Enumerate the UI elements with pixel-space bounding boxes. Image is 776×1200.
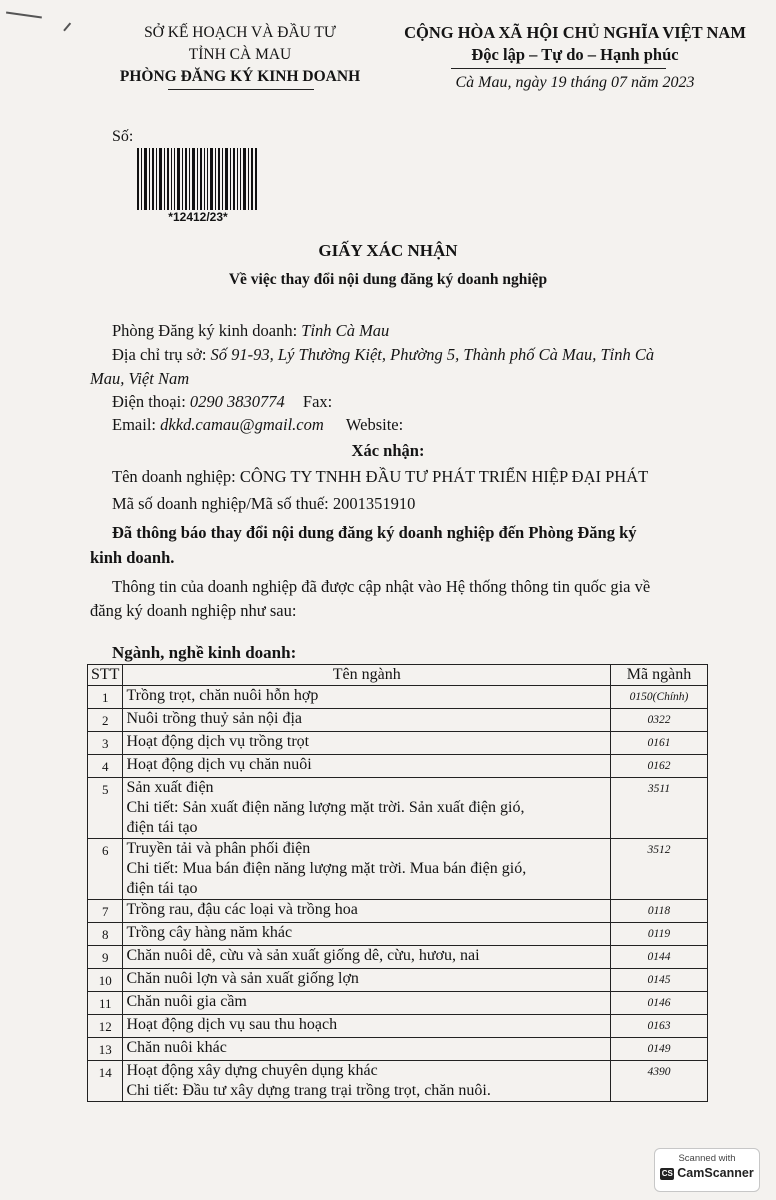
row-industry-code: 0150(Chính) — [611, 686, 708, 709]
row-industry-name-cell — [123, 946, 611, 969]
barcode-number: *12412/23* — [168, 210, 228, 224]
row-industry-name: Chăn nuôi khác — [126, 1039, 227, 1056]
row-industry-name: Sản xuất điện — [126, 779, 214, 796]
row-industry-name: Truyền tải và phân phối điện — [126, 840, 311, 857]
watermark-brand-name: CamScanner — [677, 1166, 754, 1180]
row-industry-name: Trồng rau, đậu các loại và trồng hoa — [126, 901, 358, 918]
table-row — [88, 732, 708, 755]
watermark-brand — [655, 1166, 759, 1180]
confirm-heading: Xác nhận: — [351, 441, 425, 460]
table-row — [88, 969, 708, 992]
office-name-value: Tỉnh Cà Mau — [301, 321, 390, 340]
table-row — [88, 839, 708, 900]
row-industry-code: 0119 — [611, 923, 708, 946]
row-stt: 5 — [88, 778, 123, 839]
notice-line-2: kinh doanh. — [90, 548, 175, 567]
row-industry-code: 3511 — [611, 778, 708, 839]
row-industry-detail-continued: điện tái tạo — [126, 880, 198, 897]
row-stt: 3 — [88, 732, 123, 755]
row-industry-code: 0162 — [611, 755, 708, 778]
row-industry-code: 0163 — [611, 1015, 708, 1038]
row-industry-detail: Chi tiết: Đầu tư xây dựng trang trại trồng trọt, chăn nuôi. — [126, 1082, 491, 1099]
phone-label: Điện thoại: — [112, 392, 186, 411]
row-industry-detail-continued: điện tái tạo — [126, 819, 198, 836]
office-address-label: Địa chỉ trụ sở: — [112, 345, 207, 364]
business-lines-heading: Ngành, nghề kinh doanh: — [112, 643, 297, 662]
row-stt: 14 — [88, 1061, 123, 1102]
scan-mark — [6, 12, 42, 18]
table-row — [88, 1015, 708, 1038]
office-phone-line — [112, 391, 762, 413]
col-header-code: Mã ngành — [611, 665, 708, 686]
row-stt: 11 — [88, 992, 123, 1015]
row-industry-detail: Chi tiết: Sản xuất điện năng lượng mặt trời. Sản xuất điện gió, — [126, 799, 525, 816]
row-industry-name: Hoạt động dịch vụ trồng trọt — [126, 733, 310, 750]
table-row — [88, 709, 708, 732]
camscanner-watermark — [654, 1148, 760, 1192]
agency-line-1: SỞ KẾ HOẠCH VÀ ĐẦU TƯ — [144, 24, 336, 41]
notice-line-1: Đã thông báo thay đổi nội dung đăng ký doanh nghiệp đến Phòng Đăng ký — [112, 523, 637, 542]
info-line-1: Thông tin của doanh nghiệp đã được cập nhật vào Hệ thống thông tin quốc gia về — [112, 577, 651, 596]
camscanner-logo-icon: CS — [661, 1168, 673, 1178]
row-industry-name-cell — [123, 755, 611, 778]
info-line-2: đăng ký doanh nghiệp như sau: — [90, 601, 297, 620]
agency-line-2: TỈNH CÀ MAU — [188, 46, 292, 63]
barcode — [137, 148, 257, 210]
agency-line-3: PHÒNG ĐĂNG KÝ KINH DOANH — [119, 68, 361, 85]
row-industry-name-cell — [123, 778, 611, 839]
table-row — [88, 1061, 708, 1102]
row-stt: 7 — [88, 900, 123, 923]
row-stt: 13 — [88, 1038, 123, 1061]
watermark-caption: Scanned with — [678, 1153, 736, 1164]
office-address-line — [112, 344, 742, 366]
office-name-label: Phòng Đăng ký kinh doanh: — [112, 321, 298, 340]
row-industry-code: 0146 — [611, 992, 708, 1015]
row-stt: 9 — [88, 946, 123, 969]
row-industry-code: 0144 — [611, 946, 708, 969]
row-industry-name-cell — [123, 969, 611, 992]
phone-value: 0290 3830774 — [189, 392, 285, 411]
row-industry-name: Chăn nuôi dê, cừu và sản xuất giống dê, cừu, hươu, nai — [126, 947, 480, 964]
company-name-line: Tên doanh nghiệp: CÔNG TY TNHH ĐẦU TƯ PHÁT TRIỂN HIỆP ĐẠI PHÁT — [112, 467, 649, 486]
row-industry-name: Trồng cây hàng năm khác — [126, 924, 293, 941]
row-industry-code: 0149 — [611, 1038, 708, 1061]
document-number-label: Số: — [112, 128, 134, 145]
row-industry-name-cell — [123, 839, 611, 900]
row-industry-name: Trồng trọt, chăn nuôi hỗn hợp — [126, 687, 319, 704]
table-row — [88, 755, 708, 778]
row-industry-code: 0118 — [611, 900, 708, 923]
document-subtitle: Về việc thay đổi nội dung đăng ký doanh nghiệp — [228, 271, 548, 288]
office-address-continued: Mau, Việt Nam — [90, 369, 190, 388]
row-stt: 10 — [88, 969, 123, 992]
nation-name: CỘNG HÒA XÃ HỘI CHỦ NGHĨA VIỆT NAM — [404, 23, 746, 42]
table-row — [88, 778, 708, 839]
row-stt: 8 — [88, 923, 123, 946]
row-stt: 6 — [88, 839, 123, 900]
scan-mark — [63, 22, 71, 31]
office-address-value: Số 91-93, Lý Thường Kiệt, Phường 5, Thành phố Cà Mau, Tỉnh Cà — [210, 345, 655, 364]
row-industry-code: 0161 — [611, 732, 708, 755]
row-industry-code: 0145 — [611, 969, 708, 992]
fax-label: Fax: — [302, 392, 333, 411]
office-email-line — [112, 414, 762, 436]
row-industry-name-cell — [123, 709, 611, 732]
email-value: dkkd.camau@gmail.com — [160, 415, 324, 434]
company-tax-line: Mã số doanh nghiệp/Mã số thuế: 2001351910 — [112, 494, 416, 513]
row-industry-name-cell — [123, 900, 611, 923]
table-row — [88, 923, 708, 946]
row-industry-name: Chăn nuôi gia cầm — [126, 993, 247, 1010]
row-stt: 1 — [88, 686, 123, 709]
motto-underline — [451, 68, 666, 69]
row-stt: 4 — [88, 755, 123, 778]
row-industry-name: Nuôi trồng thuỷ sản nội địa — [126, 710, 302, 727]
row-industry-detail: Chi tiết: Mua bán điện năng lượng mặt trời. Mua bán điện gió, — [126, 860, 527, 877]
row-industry-name-cell — [123, 1038, 611, 1061]
national-motto: Độc lập – Tự do – Hạnh phúc — [471, 45, 679, 64]
row-industry-name: Hoạt động dịch vụ sau thu hoạch — [126, 1016, 338, 1033]
row-industry-name: Hoạt động xây dựng chuyên dụng khác — [126, 1062, 378, 1079]
table-header-row — [88, 665, 708, 686]
col-header-stt: STT — [88, 665, 123, 686]
row-industry-name: Hoạt động dịch vụ chăn nuôi — [126, 756, 312, 773]
row-industry-code: 3512 — [611, 839, 708, 900]
row-industry-name-cell — [123, 686, 611, 709]
agency-underline — [168, 89, 314, 90]
row-stt: 12 — [88, 1015, 123, 1038]
row-industry-name-cell — [123, 732, 611, 755]
issue-date: Cà Mau, ngày 19 tháng 07 năm 2023 — [455, 74, 695, 91]
table-row — [88, 992, 708, 1015]
row-industry-name-cell — [123, 1015, 611, 1038]
email-label: Email: — [112, 415, 156, 434]
row-industry-code: 4390 — [611, 1061, 708, 1102]
row-industry-name-cell — [123, 1061, 611, 1102]
office-name-line — [112, 320, 762, 342]
row-stt: 2 — [88, 709, 123, 732]
row-industry-name-cell — [123, 923, 611, 946]
row-industry-name: Chăn nuôi lợn và sản xuất giống lợn — [126, 970, 359, 987]
table-row — [88, 1038, 708, 1061]
issuing-agency — [95, 22, 385, 88]
table-row — [88, 900, 708, 923]
business-lines-table — [87, 664, 708, 1102]
website-label: Website: — [345, 415, 404, 434]
document-title: GIẤY XÁC NHẬN — [318, 241, 458, 260]
row-industry-code: 0322 — [611, 709, 708, 732]
row-industry-name-cell — [123, 992, 611, 1015]
table-row — [88, 946, 708, 969]
national-header — [390, 22, 760, 94]
table-row — [88, 686, 708, 709]
col-header-name: Tên ngành — [123, 665, 611, 686]
